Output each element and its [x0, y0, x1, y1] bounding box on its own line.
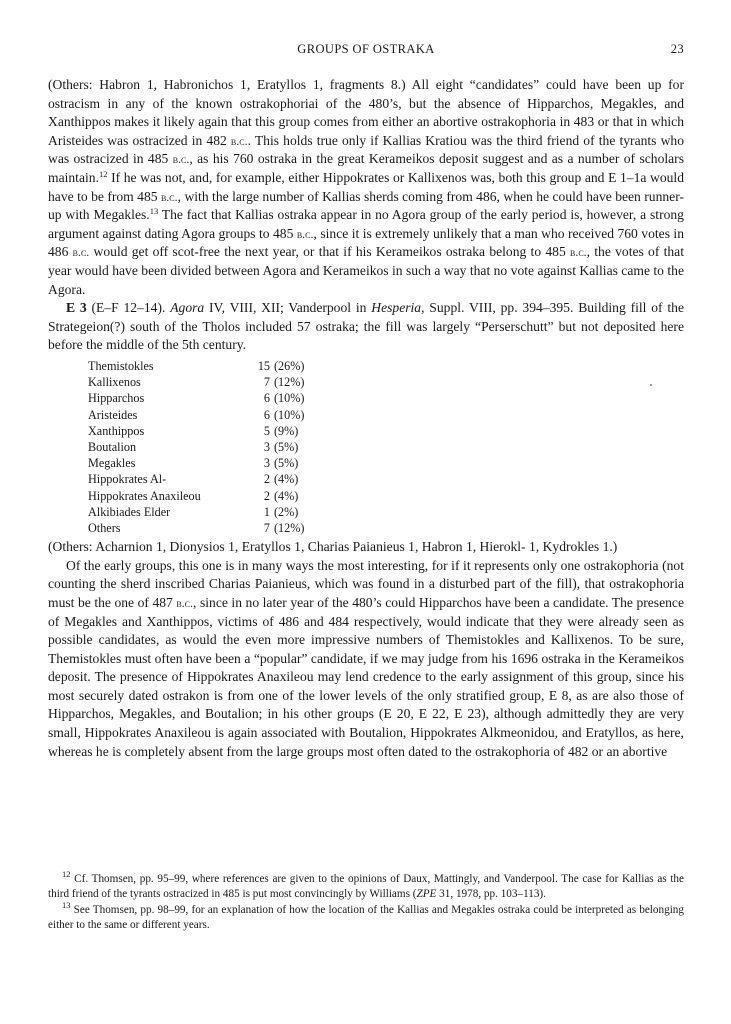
ostraka-count: 6: [263, 407, 270, 422]
footnote-12: $^{12}$ Cf. Thomsen, pp. 95–99, where references are given to the opinions of Daux, Mattingly, and Vanderpool. The case for Kallias as the third friend of the tyrants ostracized in 485 is put most convincingly by Williams (ZPE 31, 1978, pp. 103–113).: [48, 869, 684, 900]
ostraka-percent: (10%): [274, 407, 305, 422]
ostraka-percent: (10%): [274, 391, 305, 406]
tally-row: [88, 488, 684, 504]
ostraka-percent: (4%): [274, 488, 299, 503]
paragraph-discussion: Of the early groups, this one is in many ways the most interesting, for if it represents only one ostrakophoria (not counting the sherd inscribed Charias Paianieus, which was found in a disturbed part of the fill), that ostrakophoria must be the one of 487 b.c., since in no later year of the 480’s could Hipparchos have been a candidate. The presence of Megakles and Xanthippos, victims of 486 and 484 respectively, would indicate that they were already seen as possible candidates, as would the even more impressive numbers of Themistokles and Kallixenos. To be sure, Themistokles must often have been a “popular” candidate, if we may judge from his 1696 ostraka in the Kerameikos deposit. The presence of Hippokrates Anaxileou may lend credence to the early assignment of this group, since his most securely dated ostrakon is from one of the lower levels of the only stratified group, E 8, as are also those of Hipparchos, Megakles, and Boutalion; in his other groups (E 20, E 22, E 23), although admittedly they are very small, Hippokrates Anaxileou is again associated with Boutalion, Hippokrates Alkmeonidou, and Eratyllos, as here, whereas he is completely absent from the large groups most often dated to the ostrakophoria of 482 or an abortive: [48, 557, 684, 759]
ostraka-count: 7: [263, 520, 270, 535]
footnote-ref-13[interactable]: 13: [149, 206, 159, 217]
tally-row: [88, 504, 684, 520]
ostraka-count: 3: [263, 456, 270, 471]
tally-row: [88, 374, 684, 390]
tally-row: [88, 358, 684, 374]
ostraka-percent: (26%): [274, 358, 305, 373]
tally-row: [88, 471, 684, 487]
paragraph-continuation: (Others: Habron 1, Habronichos 1, Eratyllos 1, fragments 8.) All eight “candidates” could have been up for ostracism in any of the known ostrakophoriai of the 480’s, but the absence of Hipparchos, Megakles, and Xanthippos makes it likely again that this group comes from either an abortive ostrakophoria in 483 or that in which Aristeides was ostracized in 482 b.c.. This holds true only if Kallias Kratiou was the third friend of the tyrants who was ostracized in 485 b.c., as his 760 ostraka in the great Kerameikos deposit suggest and as a number of scholars maintain.$^{12}$ If he was not, and, for example, either Hippokrates or Kallixenos was, both this group and E 1–1a would have to be from 485 b.c., with the large number of Kallias sherds coming from 486, when he could have been runner-up with Megakles.$^{13}$ The fact that Kallias ostraka appear in no Agora group of the early period is, however, a strong argument against dating Agora groups to 485 b.c., since it is extremely unlikely that a man who received 760 votes in 486 b.c. would get off scot-free the next year, or that if his Kerameikos ostraka belong to 485 b.c., the votes of that year would have been divided between Agora and Kerameikos in such a way that no vote against Kallias came to the Agora.: [48, 77, 685, 297]
others-note: (Others: Acharnion 1, Dionysios 1, Eratyllos 1, Charias Paianieus 1, Habron 1, Hierokl- 1, Kydrokles 1.): [48, 539, 618, 555]
ostraka-percent: (12%): [274, 520, 305, 535]
ostraka-percent: (4%): [274, 472, 299, 487]
ostraka-tally-table: [88, 358, 684, 536]
ostraka-count: 2: [263, 488, 270, 503]
candidate-name: Boutalion: [88, 439, 137, 454]
candidate-name: Megakles: [88, 456, 136, 471]
candidate-name: Hippokrates Al-: [88, 472, 167, 487]
running-title: GROUPS OF OSTRAKA: [297, 42, 435, 56]
tally-row: [88, 423, 684, 439]
ostraka-count: 6: [263, 391, 270, 406]
stray-mark: [650, 384, 652, 386]
main-text: [48, 76, 684, 761]
ostraka-percent: (9%): [274, 423, 299, 438]
ostraka-count: 3: [263, 439, 270, 454]
footnotes: [48, 869, 684, 934]
ostraka-count: 7: [263, 375, 270, 390]
ostraka-count: 5: [263, 423, 270, 438]
tally-row: [88, 390, 684, 406]
candidate-name: Themistokles: [88, 358, 154, 373]
ostraka-count: 2: [263, 472, 270, 487]
entry-e3: E 3 (E–F 12–14). Agora IV, VIII, XII; Vanderpool in Hesperia, Suppl. VIII, pp. 394–395. Building fill of the Strategeion(?) south of the Tholos included 57 ostraka; the fill was largely “Perserschutt” but not deposited here before the middle of the 5th century.: [48, 300, 684, 353]
ostraka-percent: (2%): [274, 504, 299, 519]
candidate-name: Aristeides: [88, 407, 138, 422]
candidate-name: Hippokrates Anaxileou: [88, 488, 201, 503]
ostraka-count: 1: [263, 504, 270, 519]
footnote-ref-12[interactable]: 12: [98, 168, 108, 179]
ostraka-count: 15: [257, 358, 270, 373]
candidate-name: Hipparchos: [88, 391, 145, 406]
page-number: 23: [670, 42, 684, 56]
tally-row: [88, 455, 684, 471]
tally-row: [88, 407, 684, 423]
ostraka-percent: (12%): [274, 375, 305, 390]
footnote-13: $^{13}$ See Thomsen, pp. 98–99, for an explanation of how the location of the Kallias and Megakles ostraka could be interpreted as belonging either to the same or different years.: [48, 900, 684, 931]
candidate-name: Others: [88, 520, 121, 535]
ostraka-percent: (5%): [274, 439, 299, 454]
tally-row: [88, 439, 684, 455]
tally-row: [88, 520, 684, 536]
entry-label: E 3: [66, 300, 87, 316]
candidate-name: Kallixenos: [88, 375, 141, 390]
candidate-name: Alkibiades Elder: [88, 504, 171, 519]
running-header: [48, 42, 684, 64]
ostraka-percent: (5%): [274, 456, 299, 471]
page: [48, 42, 684, 761]
candidate-name: Xanthippos: [88, 423, 145, 438]
